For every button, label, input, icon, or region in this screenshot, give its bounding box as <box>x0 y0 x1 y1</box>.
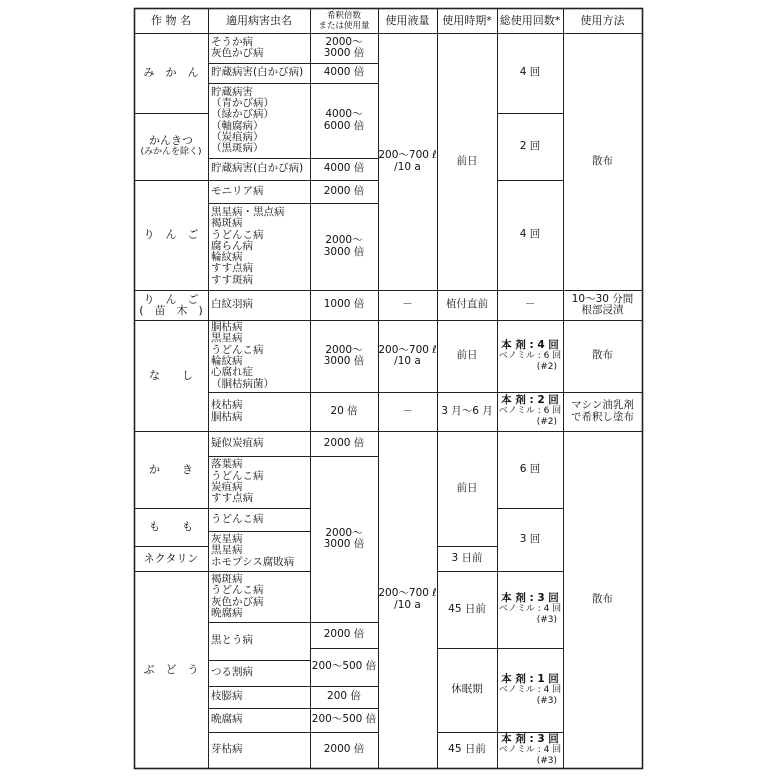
crop-budou: ぶ ど う <box>143 662 199 676</box>
dilution-cell: 200～500 倍 <box>311 713 377 726</box>
pest-cell: モニリア病 <box>211 184 264 197</box>
count-l3: (#3) <box>536 755 557 766</box>
method-cell: 散布 <box>592 349 613 362</box>
dilution-cell: 200～500 倍 <box>311 660 377 673</box>
timing-cell: 前日 <box>456 481 478 494</box>
crop-mikan: み か ん <box>143 66 199 80</box>
timing-cell: 45 日前 <box>448 602 486 615</box>
volume-cell: － <box>402 298 413 311</box>
pest-cell: 貯蔵病害(白かび病) <box>211 162 304 175</box>
count-cell: 2 回 <box>519 139 541 152</box>
count-cell: 6 回 <box>519 462 541 475</box>
pest-cell: 貯蔵病害(白かび病) <box>211 66 304 79</box>
pest-cell: 黒星病・黒点病 褐斑病 うどんこ病 腐らん病 輪紋病 すす点病 すす斑病 <box>211 205 285 286</box>
count-cell: 4 回 <box>519 228 541 241</box>
volume-cell: 200～700 ℓ /10 a <box>378 149 437 173</box>
header-volume: 使用液量 <box>385 13 430 27</box>
method-cell: マシン油乳剤 で希釈し塗布 <box>571 399 634 423</box>
pest-cell: うどんこ病 <box>211 512 264 525</box>
count-l1: 本 剤 : 3 回 <box>501 732 559 745</box>
dilution-cell: 4000～ 6000 倍 <box>323 108 365 132</box>
header-crop: 作 物 名 <box>151 13 191 27</box>
timing-cell: 植付直前 <box>446 298 488 311</box>
dilution-cell: 2000 倍 <box>323 184 365 197</box>
dilution-cell: 20 倍 <box>330 404 358 417</box>
dilution-cell: 4000 倍 <box>323 162 365 175</box>
count-l2: ベノミル : 6 回 <box>498 406 562 416</box>
count-l3: (#2) <box>536 361 557 372</box>
pest-cell: そうか病 灰色かび病 <box>211 35 264 59</box>
pest-cell: 胴枯病 黒星病 うどんこ病 輪紋病 心腐れ症 （胴枯病菌） <box>211 321 274 390</box>
timing-cell: 3 日前 <box>451 551 483 564</box>
crop-momo: も も <box>149 520 193 534</box>
dilution-cell: 2000～ 3000 倍 <box>323 35 365 59</box>
pest-cell: 枝枯病 胴枯病 <box>211 399 243 423</box>
method-cell: 散布 <box>592 592 613 605</box>
pest-cell: 褐斑病 うどんこ病 灰色かび病 晩腐病 <box>211 572 264 619</box>
timing-cell: 前日 <box>456 154 478 167</box>
pest-cell: 落葉病 うどんこ病 炭疽病 すす点病 <box>211 458 264 505</box>
count-l2: ベノミル : 4 回 <box>498 604 562 614</box>
count-l1: 本 剤 : 2 回 <box>501 394 559 406</box>
pest-cell: 白紋羽病 <box>211 298 253 311</box>
count-l3: (#3) <box>536 695 557 706</box>
crop-nectarine: ネクタリン <box>143 551 199 565</box>
crop-kaki: か き <box>149 462 193 476</box>
timing-cell: 45 日前 <box>448 743 486 756</box>
count-l2: ベノミル : 6 回 <box>498 350 562 361</box>
count-cell: 3 回 <box>519 532 541 545</box>
crop-ringo-sapling-2: ( 苗 木 ) <box>139 304 203 317</box>
crop-kankitsu-label: かんきつ <box>149 134 193 148</box>
count-l1: 本 剤 : 4 回 <box>501 338 559 351</box>
pest-cell: 貯蔵病害 （青かび病） （緑かび病） （軸腐病） （炭疽病） （黒斑病） <box>211 85 274 155</box>
pest-cell: 芽枯病 <box>211 743 243 756</box>
count-l2: ベノミル : 4 回 <box>498 684 562 695</box>
pest-cell: つる割病 <box>211 666 253 679</box>
dilution-cell: 2000 倍 <box>323 628 365 641</box>
count-cell <box>497 648 563 732</box>
crop-ringo: り ん ご <box>143 228 199 242</box>
count-l2: ベノミル : 4 回 <box>498 744 562 755</box>
crop-ringo-sapling-1: り ん ご <box>143 292 199 306</box>
dilution-cell: 200 倍 <box>327 690 361 703</box>
count-cell: － <box>524 298 536 311</box>
timing-cell: 3 月～6 月 <box>441 404 493 417</box>
dilution-cell: 2000～ 3000 倍 <box>323 343 365 367</box>
count-l3: (#2) <box>536 417 557 427</box>
volume-cell: 200～700 ℓ /10 a <box>378 587 437 611</box>
dilution-cell: 1000 倍 <box>323 298 365 311</box>
header-timing: 使用時期* <box>442 13 492 27</box>
pest-cell: 黒とう病 <box>211 634 253 647</box>
dilution-cell: 2000 倍 <box>323 436 365 449</box>
count-cell <box>497 732 563 768</box>
count-cell <box>497 320 563 392</box>
method-cell: 散布 <box>592 154 613 167</box>
dilution-cell: 4000 倍 <box>323 66 365 79</box>
crop-ringo-sapling <box>134 290 208 320</box>
dilution-cell: 2000～ 3000 倍 <box>323 234 365 258</box>
pest-cell: 晩腐病 <box>211 713 243 726</box>
count-cell <box>497 392 563 431</box>
header-count: 総使用回数* <box>499 13 561 27</box>
header-pest: 適用病害虫名 <box>226 13 292 27</box>
crop-kankitsu <box>134 113 208 180</box>
count-l1: 本 剤 : 3 回 <box>501 592 559 604</box>
pest-cell: 枝膨病 <box>211 690 243 703</box>
count-cell: 4 回 <box>519 66 541 79</box>
pest-cell: 灰星病 黒星病 ホモプシス腐敗病 <box>211 533 295 568</box>
count-l1: 本 剤 : 1 回 <box>501 672 559 685</box>
pest-cell: 疑似炭疽病 <box>211 436 264 449</box>
volume-cell: 200～700 ℓ /10 a <box>378 343 437 367</box>
volume-cell: － <box>402 404 413 417</box>
timing-cell: 休眠期 <box>451 683 483 696</box>
header-method: 使用方法 <box>580 13 625 27</box>
timing-cell: 前日 <box>456 349 478 362</box>
count-cell <box>497 571 563 648</box>
dilution-cell: 2000～ 3000 倍 <box>323 526 365 550</box>
count-l3: (#3) <box>536 615 557 625</box>
crop-nashi: な し <box>149 368 193 382</box>
crop-kankitsu-note: (みかんを除く) <box>140 146 202 157</box>
header-dilution: 希釈倍数 または使用量 <box>318 10 370 31</box>
dilution-cell: 2000 倍 <box>323 743 365 756</box>
method-cell: 10～30 分間 根部浸漬 <box>571 292 634 316</box>
